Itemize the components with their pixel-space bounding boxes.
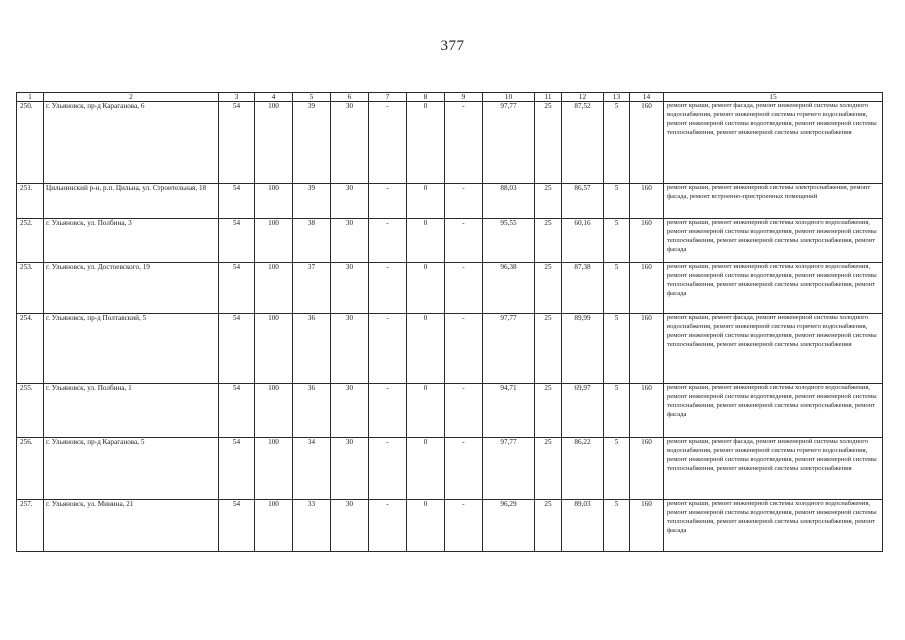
address-cell: г. Ульяновск, ул. Полбина, 3 [44,219,219,263]
value-col-12: 89,99 [562,314,604,384]
value-col-8: 0 [407,438,445,500]
value-col-3: 54 [219,184,255,219]
row-number: 253. [17,263,44,314]
works-list-cell: ремонт крыши, ремонт фасада, ремонт инженерной системы холодного водоснабжения, ремонт инженерной системы горячего водоснабжения, ремонт инженерной системы водоотведения, ремонт инженерной системы теплоснабжения, ремонт инженерной системы электроснабжения [664,102,883,184]
value-col-14: 160 [630,102,664,184]
value-col-6: 30 [331,500,369,552]
column-header: 12 [562,93,604,102]
page-number: 377 [440,38,465,54]
value-col-8: 0 [407,184,445,219]
value-col-10: 97,77 [483,438,535,500]
value-col-6: 30 [331,438,369,500]
value-col-10: 95,55 [483,219,535,263]
column-header: 9 [445,93,483,102]
row-number: 251. [17,184,44,219]
value-col-4: 100 [255,500,293,552]
value-col-8: 0 [407,263,445,314]
value-col-12: 69,97 [562,384,604,438]
value-col-12: 86,57 [562,184,604,219]
value-col-3: 54 [219,219,255,263]
value-col-7: - [369,384,407,438]
column-header: 13 [604,93,630,102]
value-col-6: 30 [331,384,369,438]
column-header: 8 [407,93,445,102]
value-col-8: 0 [407,102,445,184]
value-col-9: - [445,500,483,552]
value-col-8: 0 [407,219,445,263]
value-col-11: 25 [535,438,562,500]
column-header: 4 [255,93,293,102]
value-col-13: 5 [604,438,630,500]
value-col-14: 160 [630,438,664,500]
value-col-10: 96,29 [483,500,535,552]
value-col-10: 97,77 [483,314,535,384]
value-col-4: 100 [255,102,293,184]
value-col-4: 100 [255,384,293,438]
value-col-3: 54 [219,438,255,500]
value-col-13: 5 [604,263,630,314]
value-col-10: 94,71 [483,384,535,438]
value-col-5: 33 [293,500,331,552]
value-col-9: - [445,184,483,219]
column-header: 7 [369,93,407,102]
value-col-5: 37 [293,263,331,314]
value-col-8: 0 [407,384,445,438]
value-col-7: - [369,219,407,263]
data-table-wrap [16,92,883,552]
value-col-9: - [445,102,483,184]
value-col-7: - [369,184,407,219]
value-col-13: 5 [604,314,630,384]
value-col-11: 25 [535,102,562,184]
row-number: 256. [17,438,44,500]
value-col-3: 54 [219,384,255,438]
works-list-cell: ремонт крыши, ремонт инженерной системы электроснабжения, ремонт фасада, ремонт встроенно-пристроенных помещений [664,184,883,219]
column-header: 2 [44,93,219,102]
value-col-3: 54 [219,500,255,552]
address-cell: г. Ульяновск, пр-д Караганова, 5 [44,438,219,500]
column-header: 14 [630,93,664,102]
table-row [17,263,883,314]
value-col-13: 5 [604,184,630,219]
value-col-9: - [445,384,483,438]
value-col-11: 25 [535,184,562,219]
column-header: 5 [293,93,331,102]
address-cell: г. Ульяновск, ул. Полбина, 1 [44,384,219,438]
value-col-14: 160 [630,263,664,314]
value-col-6: 30 [331,263,369,314]
works-list-cell: ремонт крыши, ремонт фасада, ремонт инженерной системы холодного водоснабжения, ремонт инженерной системы горячего водоснабжения, ремонт инженерной системы водоотведения, ремонт инженерной системы теплоснабжения, ремонт инженерной системы электроснабжения [664,438,883,500]
value-col-6: 30 [331,219,369,263]
value-col-12: 87,52 [562,102,604,184]
value-col-5: 39 [293,184,331,219]
works-list-cell: ремонт крыши, ремонт инженерной системы холодного водоснабжения, ремонт инженерной системы водоотведения, ремонт инженерной системы теплоснабжения, ремонт инженерной системы электроснабжения, ремонт фасада [664,384,883,438]
table-row [17,500,883,552]
address-cell: г. Ульяновск, ул. Достоевского, 19 [44,263,219,314]
value-col-7: - [369,314,407,384]
value-col-13: 5 [604,384,630,438]
value-col-3: 54 [219,102,255,184]
value-col-14: 160 [630,219,664,263]
value-col-4: 100 [255,263,293,314]
value-col-11: 25 [535,384,562,438]
value-col-12: 60,16 [562,219,604,263]
value-col-10: 88,03 [483,184,535,219]
value-col-11: 25 [535,263,562,314]
value-col-7: - [369,263,407,314]
column-header: 10 [483,93,535,102]
value-col-7: - [369,500,407,552]
table-row [17,102,883,184]
row-number: 254. [17,314,44,384]
column-header: 15 [664,93,883,102]
column-header: 6 [331,93,369,102]
value-col-11: 25 [535,219,562,263]
value-col-6: 30 [331,314,369,384]
address-cell: г. Ульяновск, пр-д Полтавский, 5 [44,314,219,384]
row-number: 252. [17,219,44,263]
column-header: 3 [219,93,255,102]
value-col-14: 160 [630,314,664,384]
value-col-13: 5 [604,102,630,184]
value-col-10: 96,38 [483,263,535,314]
value-col-12: 89,03 [562,500,604,552]
address-cell: г. Ульяновск, пр-д Караганова, 6 [44,102,219,184]
row-number: 257. [17,500,44,552]
value-col-6: 30 [331,184,369,219]
table-row [17,219,883,263]
table-row [17,384,883,438]
row-number: 250. [17,102,44,184]
value-col-9: - [445,219,483,263]
value-col-5: 39 [293,102,331,184]
data-table [16,92,883,552]
value-col-10: 97,77 [483,102,535,184]
value-col-5: 36 [293,384,331,438]
value-col-14: 160 [630,384,664,438]
value-col-3: 54 [219,263,255,314]
value-col-5: 38 [293,219,331,263]
works-list-cell: ремонт крыши, ремонт инженерной системы холодного водоснабжения, ремонт инженерной системы водоотведения, ремонт инженерной системы теплоснабжения, ремонт инженерной системы электроснабжения, ремонт фасада [664,219,883,263]
value-col-13: 5 [604,500,630,552]
row-number: 255. [17,384,44,438]
value-col-8: 0 [407,314,445,384]
works-list-cell: ремонт крыши, ремонт фасада, ремонт инженерной системы холодного водоснабжения, ремонт инженерной системы горячего водоснабжения, ремонт инженерной системы водоотведения, ремонт инженерной системы теплоснабжения, ремонт инженерной системы электроснабжения [664,314,883,384]
value-col-3: 54 [219,314,255,384]
value-col-9: - [445,263,483,314]
table-row [17,314,883,384]
value-col-12: 86,22 [562,438,604,500]
value-col-4: 100 [255,184,293,219]
value-col-9: - [445,438,483,500]
value-col-5: 34 [293,438,331,500]
table-row [17,438,883,500]
value-col-4: 100 [255,438,293,500]
value-col-13: 5 [604,219,630,263]
address-cell: г. Ульяновск, ул. Минина, 21 [44,500,219,552]
value-col-7: - [369,102,407,184]
value-col-14: 160 [630,184,664,219]
value-col-8: 0 [407,500,445,552]
value-col-12: 87,38 [562,263,604,314]
value-col-4: 100 [255,219,293,263]
works-list-cell: ремонт крыши, ремонт инженерной системы холодного водоснабжения, ремонт инженерной системы водоотведения, ремонт инженерной системы теплоснабжения, ремонт инженерной системы электроснабжения, ремонт фасада [664,500,883,552]
value-col-9: - [445,314,483,384]
value-col-7: - [369,438,407,500]
column-header-row [17,93,883,102]
table-row [17,184,883,219]
column-header: 11 [535,93,562,102]
value-col-4: 100 [255,314,293,384]
value-col-11: 25 [535,314,562,384]
value-col-6: 30 [331,102,369,184]
address-cell: Цильнинский р-н, р.п. Цильна, ул. Строительная, 18 [44,184,219,219]
value-col-14: 160 [630,500,664,552]
value-col-11: 25 [535,500,562,552]
column-header: 1 [17,93,44,102]
value-col-5: 36 [293,314,331,384]
works-list-cell: ремонт крыши, ремонт инженерной системы холодного водоснабжения, ремонт инженерной системы водоотведения, ремонт инженерной системы теплоснабжения, ремонт инженерной системы электроснабжения, ремонт фасада [664,263,883,314]
